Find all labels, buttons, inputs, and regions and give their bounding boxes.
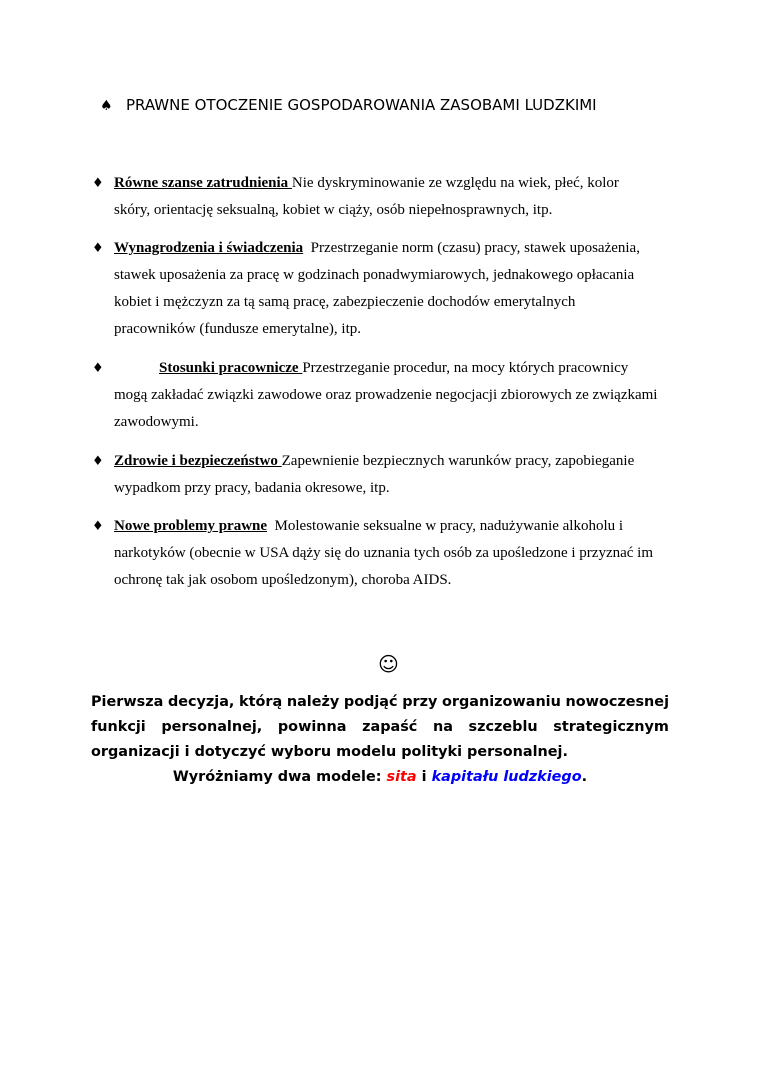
- spade-icon: ♠: [100, 98, 113, 114]
- model-sita: sita: [386, 769, 417, 785]
- item-label: Równe szanse zatrudnienia: [114, 175, 292, 191]
- page-title: [100, 96, 700, 114]
- word: zapaść: [362, 719, 418, 735]
- smiley-icon: ☺: [378, 652, 399, 676]
- diamond-bullet-icon: ♦: [92, 519, 104, 534]
- page-title-text: PRAWNE OTOCZENIE GOSPODAROWANIA ZASOBAMI LUDZKIMI: [126, 96, 597, 114]
- word: personalnej,: [161, 719, 263, 735]
- word: szczeblu: [468, 719, 538, 735]
- word: Pierwsza: [91, 694, 164, 710]
- word: strategicznym: [553, 719, 669, 735]
- models-line: Wyróżniamy dwa modele: sita i kapitału ludzkiego.: [172, 769, 588, 785]
- word: organizowaniu: [442, 694, 561, 710]
- diamond-bullet-icon: ♦: [92, 241, 104, 256]
- diamond-bullet-icon: ♦: [92, 176, 104, 191]
- word: należy: [286, 694, 340, 710]
- word: którą: [239, 694, 283, 710]
- decision-paragraph: Pierwsza decyzja, którą należy podjąć przy organizowaniu nowoczesnej funkcji personalnej, powinna zapaść na szczeblu strategicznym organizacji i dotyczyć wyboru modelu polityki personalnej. Wyróżniamy dwa modele: sita i kapitału ludzkiego.: [91, 690, 669, 790]
- item-label: Zdrowie i bezpieczeństwo: [114, 453, 282, 469]
- word: nowoczesnej: [565, 694, 669, 710]
- word: przy: [402, 694, 438, 710]
- item-label: Stosunki pracownicze: [159, 360, 303, 376]
- diamond-bullet-icon: ♦: [92, 361, 104, 376]
- word: powinna: [277, 719, 347, 735]
- item-label: Wynagrodzenia i świadczenia: [114, 240, 304, 256]
- word: na: [432, 719, 453, 735]
- word: funkcji: [91, 719, 146, 735]
- word: podjąć: [343, 694, 398, 710]
- item-label: Nowe problemy prawne: [114, 518, 268, 534]
- document-page: ♠ PRAWNE OTOCZENIE GOSPODAROWANIA ZASOBAMI LUDZKIMI ♦ Równe szanse zatrudnienia Nie dyskryminowanie ze względu na wiek, płeć, kolor skóry, orientację seksualną, kobiet w ciąży, osób niepełnosprawnych, itp. ♦ Wynagrodzenia i świadczenia Przestrzeganie norm (czasu) pracy, stawek uposażenia, stawek uposażenia za pracę w godzinach ponadwymiarowych, jednakowego opłacania kobiet i mężczyzn za tą samą pracę, zabezpieczenie dochodów emerytalnych pracowników (fundusze emerytalne), itp. ♦ Stosunki pracownicze Przestrzeganie procedur, na mocy których pracownicy mogą zakładać związki zawodowe oraz prowadzenie negocjacji zbiorowych ze związkami zawodowymi. ♦ Zdrowie i bezpieczeństwo Zapewnienie bezpiecznych warunków pracy, zapobieganie wypadkom przy pracy, badania okresowe, itp. ♦ Nowe problemy prawne Molestowanie seksualne w pracy, nadużywanie alkoholu i narkotyków (obecnie w USA dąży się do uznania tych osób za upośledzone i przyznać im ochronę tak jak osobom upośledzonym), choroba AIDS. ☺ Pierwsza decyzja, którą należy podjąć przy organizowaniu nowoczesnej funkcji personalnej, powinna zapaść na szczeblu strategicznym organizacji i dotyczyć wyboru modelu polityki personalnej. Wyróżniamy dwa modele: sita i kapitału ludzkiego.: [0, 0, 760, 1075]
- diamond-bullet-icon: ♦: [92, 454, 104, 469]
- model-kapital-ludzki: kapitału ludzkiego: [431, 769, 582, 785]
- word: decyzja,: [167, 694, 235, 710]
